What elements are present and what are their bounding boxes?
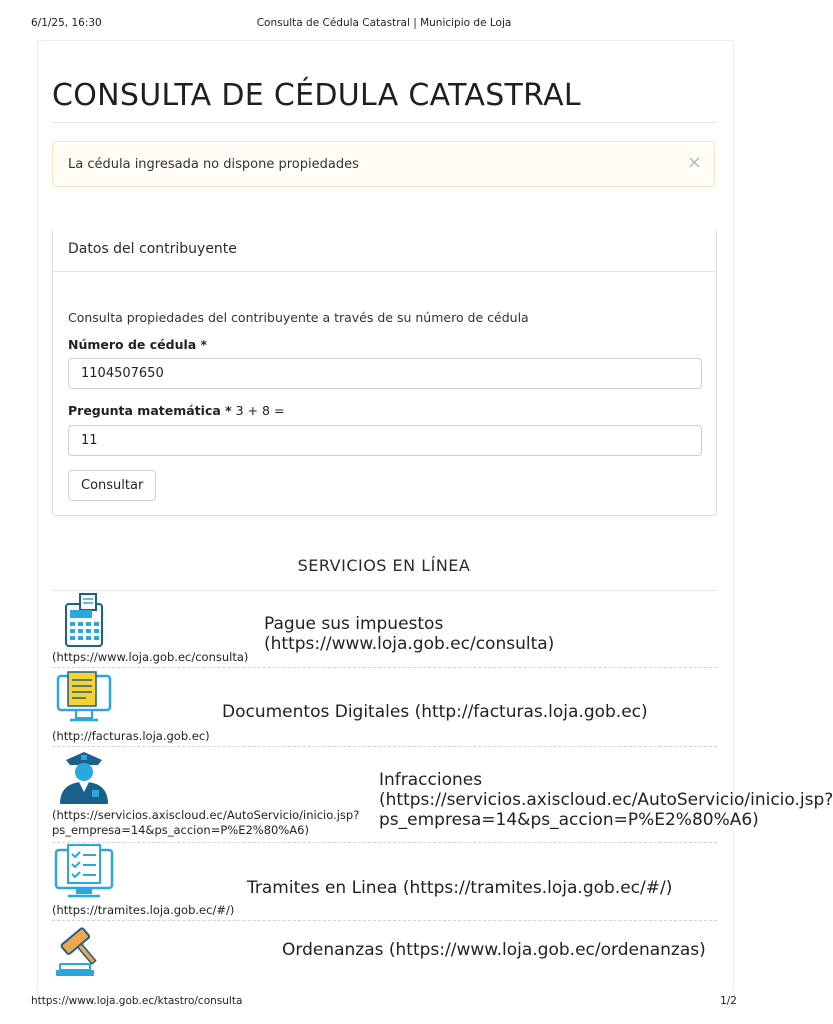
print-date: 6/1/25, 16:30 [31,17,102,29]
service-item-tramites-en-linea[interactable] [52,844,717,922]
print-page-number: 1/2 [720,995,737,1007]
title-divider [52,122,717,123]
service-label-line1: Pague sus impuestos [264,614,444,634]
card-title: Datos del contribuyente [68,241,237,257]
math-answer-input[interactable]: 11 [68,425,702,456]
close-icon[interactable]: × [686,152,702,173]
service-label-line3: ps_empresa=14&ps_accion=P%E2%80%A6) [379,810,759,830]
service-url[interactable]: (https://tramites.loja.gob.ec/#/) [52,903,235,917]
service-url-line2: ps_empresa=14&ps_accion=P%E2%80%A6) [52,823,309,837]
service-item-pague-impuestos[interactable] [52,592,717,670]
service-item-ordenanzas[interactable] [52,922,717,986]
service-label[interactable]: Documentos Digitales (http://facturas.loja.gob.ec) [222,702,648,722]
cedula-input[interactable]: 1104507650 [68,358,702,389]
service-label[interactable]: Ordenanzas (https://www.loja.gob.ec/ordenanzas) [282,940,706,960]
service-url[interactable]: (http://facturas.loja.gob.ec) [52,729,210,743]
service-separator [52,667,717,668]
service-url[interactable] [52,808,359,838]
traffic-officer-icon [52,748,112,804]
consultar-button[interactable]: Consultar [68,470,156,501]
print-header [0,14,768,34]
service-url-line1: (https://servicios.axiscloud.ec/AutoServicio/inicio.jsp? [52,808,360,822]
service-separator [52,920,717,921]
service-label-line1: Infracciones [379,770,483,790]
service-item-infracciones[interactable] [52,748,833,844]
service-label[interactable]: Tramites en Linea (https://tramites.loja.gob.ec/#/) [247,878,673,898]
services-divider [52,590,717,591]
math-label [68,403,284,418]
math-label-text: Pregunta matemática * [68,403,232,418]
warning-alert [52,141,715,187]
print-footer [0,992,768,1012]
form-description: Consulta propiedades del contribuyente a través de su número de cédula [68,310,529,325]
cedula-label [68,337,207,352]
service-label[interactable] [264,614,554,654]
service-item-documentos-digitales[interactable] [52,670,717,748]
online-form-icon [52,844,112,900]
digital-document-icon [52,670,112,726]
taxpayer-form-card [52,230,717,516]
service-label-line2: (https://servicios.axiscloud.ec/AutoServicio/inicio.jsp? [379,790,833,810]
math-question: 3 + 8 = [235,403,285,418]
service-url[interactable]: (https://www.loja.gob.ec/consulta) [52,650,249,664]
print-footer-url: https://www.loja.gob.ec/ktastro/consulta [31,995,243,1007]
card-header [53,230,716,272]
cedula-label-text: Número de cédula * [68,337,208,352]
service-separator [52,746,717,747]
calculator-icon [52,592,112,648]
gavel-icon [52,922,112,978]
services-title: SERVICIOS EN LÍNEA [297,556,471,575]
alert-message: La cédula ingresada no dispone propiedades [68,157,359,172]
print-doc-title: Consulta de Cédula Catastral | Municipio de Loja [256,17,512,29]
service-label-line2: (https://www.loja.gob.ec/consulta) [264,634,555,654]
service-label[interactable] [379,770,833,830]
service-separator [52,842,717,843]
page-title: CONSULTA DE CÉDULA CATASTRAL [52,78,581,113]
